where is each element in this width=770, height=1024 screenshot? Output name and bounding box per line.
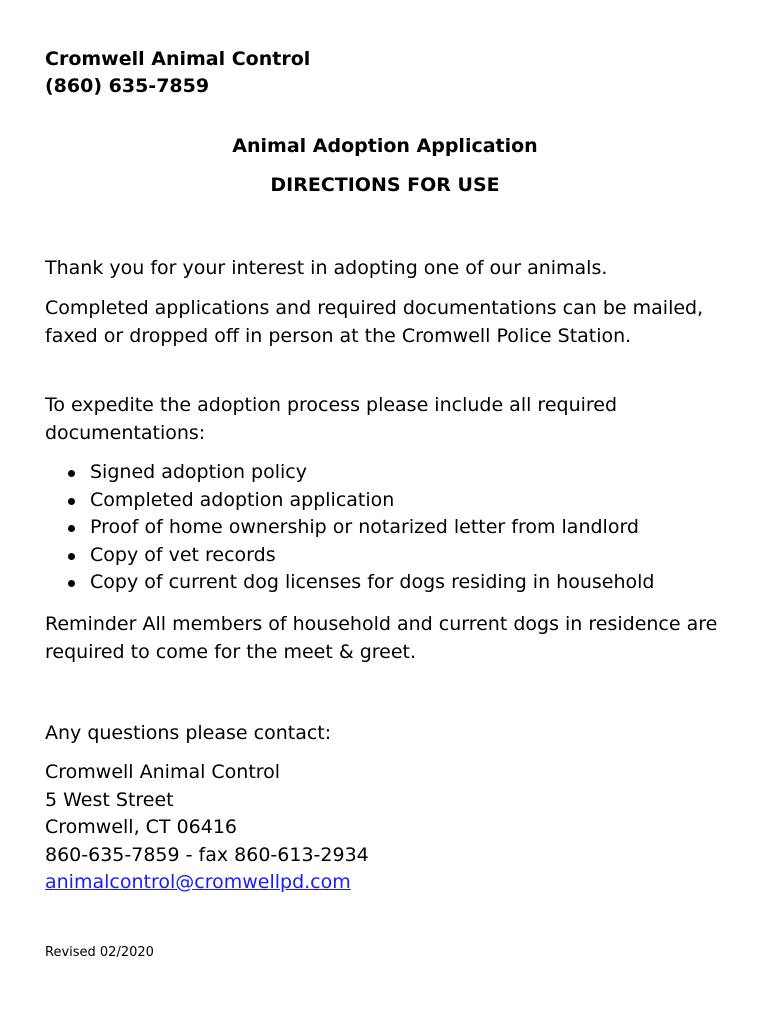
document-subtitle: DIRECTIONS FOR USE (270, 174, 500, 196)
document-title: Animal Adoption Application (232, 135, 538, 157)
list-item (45, 514, 654, 542)
list-item-text: Proof of home ownership or notarized letter from landlord (90, 516, 639, 538)
list-item (45, 487, 654, 515)
contact-name: Cromwell Animal Control (45, 761, 281, 783)
contact-email-link[interactable]: animalcontrol@cromwellpd.com (45, 871, 351, 893)
revision-date: Revised 02/2020 (45, 945, 154, 960)
organization-phone: (860) 635-7859 (45, 75, 210, 97)
bullet-icon (68, 470, 75, 477)
requirements-list (45, 459, 654, 597)
contact-city: Cromwell, CT 06416 (45, 816, 238, 838)
bullet-icon (68, 553, 75, 560)
list-item (45, 542, 654, 570)
list-item (45, 569, 654, 597)
contact-street: 5 West Street (45, 788, 174, 811)
reminder-paragraph: Reminder All members of household and current dogs in residence are required to come for the meet & greet. (45, 613, 718, 663)
list-item (45, 459, 654, 487)
questions-paragraph: Any questions please contact: (45, 722, 332, 744)
thanks-paragraph: Thank you for your interest in adopting one of our animals. (45, 257, 608, 279)
organization-header (45, 46, 310, 100)
list-item-text: Signed adoption policy (90, 461, 307, 483)
bullet-icon (68, 498, 75, 505)
list-item-text: Copy of current dog licenses for dogs residing in household (90, 571, 655, 593)
organization-name: Cromwell Animal Control (45, 48, 311, 70)
list-item-text: Completed adoption application (90, 488, 395, 511)
submission-paragraph: Completed applications and required documentations can be mailed, faxed or dropped off in person at the Cromwell Police Station. (45, 297, 704, 347)
bullet-icon (68, 525, 75, 532)
contact-phone-fax: 860-635-7859 - fax 860-613-2934 (45, 843, 369, 866)
bullet-icon (68, 580, 75, 587)
expedite-paragraph: To expedite the adoption process please include all required documentations: (45, 394, 618, 444)
contact-block (45, 759, 369, 897)
list-item-text: Copy of vet records (90, 543, 276, 566)
